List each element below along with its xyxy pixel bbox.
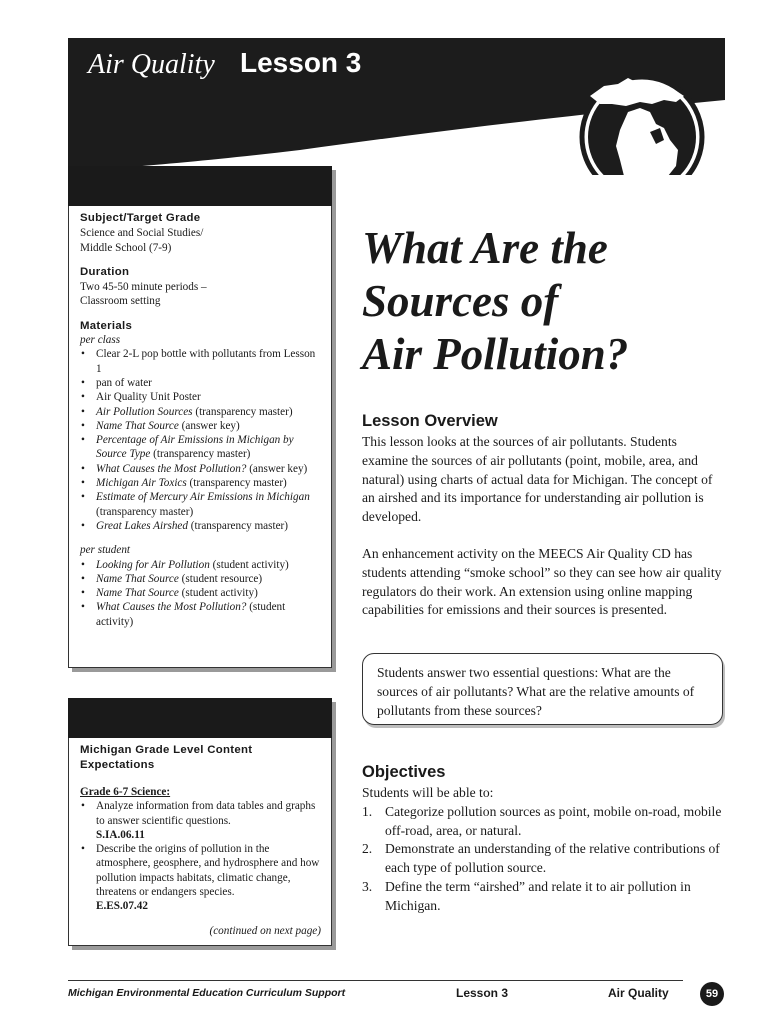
sidebar-tab <box>68 698 332 738</box>
footer-publication: Michigan Environmental Education Curriculum Support <box>68 987 346 999</box>
subject-line: Science and Social Studies/ <box>80 227 204 240</box>
overview-heading: Lesson Overview <box>362 412 498 430</box>
sidebar-tab <box>68 166 332 206</box>
standards-list <box>80 799 321 913</box>
per-class-list <box>80 347 321 533</box>
list-item: • Name That Source (student resource) <box>80 572 321 586</box>
list-item: • Percentage of Air Emissions in Michigan by Source Type (transparency master) <box>80 433 321 462</box>
footer-lesson: Lesson 3 <box>456 986 509 1000</box>
standard-code: S.IA.06.11 <box>96 828 145 841</box>
content-expectations-sidebar <box>68 698 332 946</box>
objectives-block <box>362 784 722 916</box>
objectives-heading: Objectives <box>362 763 446 781</box>
list-item: • Michigan Air Toxics (transparency master) <box>80 476 321 490</box>
objectives-intro: Students will be able to: <box>362 785 494 800</box>
list-item: • pan of water <box>80 376 321 390</box>
per-student-list <box>80 558 321 629</box>
page-number: 59 <box>700 982 724 1006</box>
header-banner <box>0 0 770 175</box>
list-item: • Name That Source (answer key) <box>80 419 321 433</box>
list-item: • Estimate of Mercury Air Emissions in Michigan (transparency master) <box>80 490 321 519</box>
list-item: • Air Quality Unit Poster <box>80 390 321 404</box>
footer-divider <box>68 980 683 981</box>
page-title: What Are the Sources of Air Pollution? <box>362 223 629 379</box>
overview-paragraph: An enhancement activity on the MEECS Air Quality CD has students attending “smoke school” so they can see how air quality regulators do their work. An extension using online mapping capabilities for emissions and their sources is presented. <box>362 546 722 618</box>
per-class-label: per class <box>80 334 121 347</box>
per-student-label: per student <box>80 544 131 557</box>
list-item: 1. Categorize pollution sources as point, mobile on-road, mobile off-road, area, or natural. <box>362 803 722 838</box>
standard-code: E.ES.07.42 <box>96 900 148 913</box>
header-series-title: Air Quality <box>88 49 215 80</box>
expectations-heading: Michigan Grade Level Content Expectations <box>80 744 253 771</box>
duration-line: Two 45-50 minute periods – <box>80 281 207 294</box>
sidebar-content <box>80 211 321 629</box>
duration-heading: Duration <box>80 265 130 278</box>
subject-line: Middle School (7-9) <box>80 241 172 254</box>
subject-heading: Subject/Target Grade <box>80 212 201 224</box>
list-item: • What Causes the Most Pollution? (student activity) <box>80 600 321 629</box>
list-item: • Looking for Air Pollution (student activity) <box>80 558 321 572</box>
lesson-info-sidebar <box>68 166 332 668</box>
list-item: 2. Demonstrate an understanding of the relative contributions of each type of pollution source. <box>362 841 720 876</box>
sidebar-content <box>80 743 321 938</box>
essential-questions-callout: Students answer two essential questions: What are the sources of air pollutants? What are the relative amounts of pollutants from these sources? <box>362 653 723 725</box>
duration-line: Classroom setting <box>80 295 161 308</box>
grade-title: Grade 6-7 Science: <box>80 786 171 798</box>
objectives-list <box>362 803 722 916</box>
list-item: • Analyze information from data tables and graphs to answer scientific questions. S.IA.06.11 <box>80 799 321 842</box>
overview-paragraph: This lesson looks at the sources of air pollutants. Students examine the sources of air pollutants (point, mobile, area, and natural) using charts of actual data for Michigan. The concept of an airshed and its importance for understanding air pollution is developed. <box>362 434 713 525</box>
list-item: • Great Lakes Airshed (transparency master) <box>80 519 321 533</box>
list-item: • Name That Source (student activity) <box>80 586 321 600</box>
list-item: • Air Pollution Sources (transparency master) <box>80 405 321 419</box>
list-item: • Describe the origins of pollution in the atmosphere, geosphere, and hydrosphere and how pollution impacts habitats, climatic change, threatens or endangers species. E.ES.07.42 <box>80 842 321 913</box>
footer-unit: Air Quality <box>608 986 669 1000</box>
list-item: • Clear 2-L pop bottle with pollutants from Lesson 1 <box>80 347 321 376</box>
list-item: 3. Define the term “airshed” and relate it to air pollution in Michigan. <box>362 878 691 913</box>
header-lesson-number: Lesson 3 <box>240 47 362 78</box>
materials-heading: Materials <box>80 319 133 332</box>
michigan-map-icon <box>582 77 702 175</box>
lesson-header <box>0 0 770 175</box>
list-item: • What Causes the Most Pollution? (answer key) <box>80 462 321 476</box>
continued-note: (continued on next page) <box>209 924 321 937</box>
